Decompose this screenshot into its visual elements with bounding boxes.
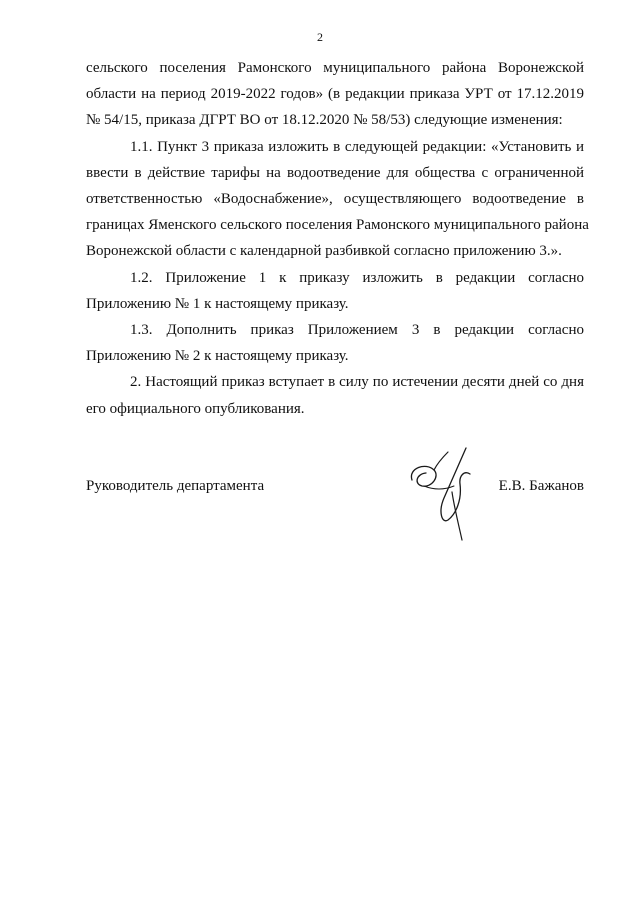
- document-body: [86, 55, 589, 422]
- text-line: № 54/15, приказа ДГРТ ВО от 18.12.2020 № 58/53) следующие изменения:: [86, 112, 563, 129]
- text-line: области на период 2019-2022 годов» (в редакции приказа УРТ от 17.12.2019: [86, 86, 584, 103]
- text-line: ввести в действие тарифы на водоотведение для общества с ограниченной: [86, 164, 584, 181]
- text-line: ответственностью «Водоснабжение», осуществляющего водоотведение в: [86, 191, 584, 208]
- paragraph-item-2: [86, 369, 584, 421]
- signer-position: Руководитель департамента: [86, 478, 265, 494]
- paragraph-item-1-3: [86, 317, 584, 369]
- text-line: его официального опубликования.: [86, 400, 305, 417]
- text-line: Приложению № 2 к настоящему приказу.: [86, 348, 349, 365]
- text-line: 2. Настоящий приказ вступает в силу по истечении десяти дней со дня: [130, 374, 584, 391]
- signer-name: Е.В. Бажанов: [498, 478, 584, 494]
- text-line: сельского поселения Рамонского муниципального района Воронежской: [86, 60, 584, 76]
- paragraph-amendment-intro: [86, 55, 584, 134]
- text-line: границах Яменского сельского поселения Рамонского муниципального района: [86, 217, 589, 234]
- text-line: Воронежской области с календарной разбивкой согласно приложению 3.».: [86, 243, 562, 260]
- text-line: 1.3. Дополнить приказ Приложением 3 в редакции согласно: [130, 322, 584, 339]
- signature-block: [86, 478, 584, 548]
- text-line: 1.1. Пункт 3 приказа изложить в следующей редакции: «Установить и: [130, 138, 584, 155]
- page-number: 2: [317, 30, 323, 44]
- text-line: Приложению № 1 к настоящему приказу.: [86, 295, 349, 312]
- paragraph-item-1-2: [86, 265, 584, 317]
- paragraph-item-1-1: [86, 134, 589, 265]
- handwritten-signature-icon: [404, 440, 484, 545]
- text-line: 1.2. Приложение 1 к приказу изложить в редакции согласно: [130, 269, 584, 286]
